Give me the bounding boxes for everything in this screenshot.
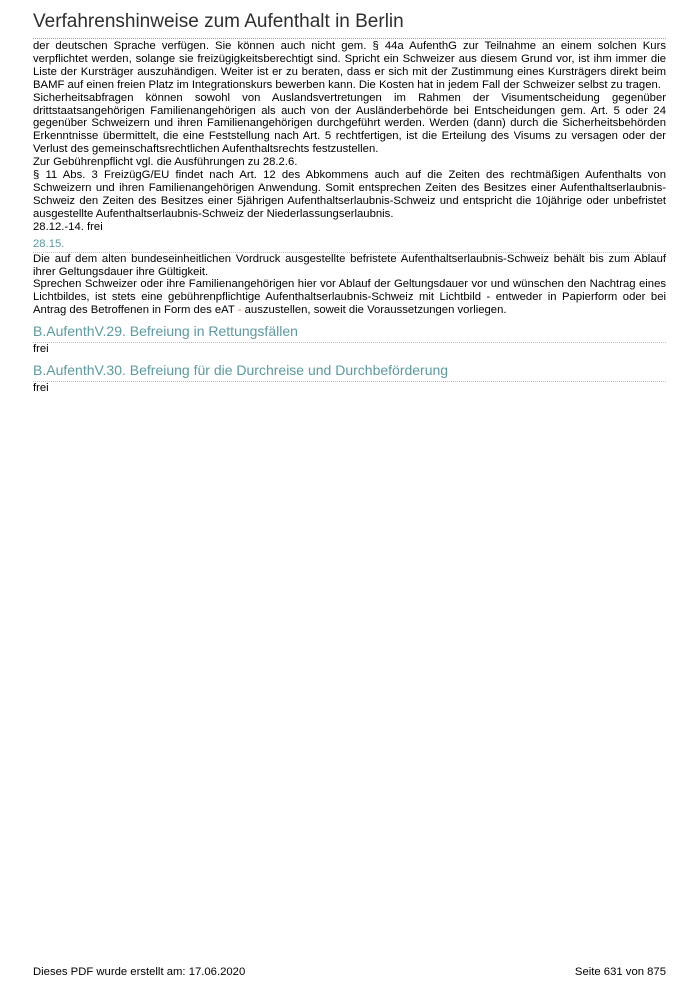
footer-page-number: Seite 631 von 875 [574, 966, 666, 978]
paragraph-free-12-14: 28.12.-14. frei [33, 220, 103, 233]
section-heading-30: B.AufenthV.30. Befreiung für die Durchreise und Durchbeförderung [33, 362, 666, 382]
paragraph-residence-periods: § 11 Abs. 3 FreizügG/EU findet nach Art. 12 des Abkommens auch auf die Zeiten des rechtmäßigen Aufenthalts von Schweizern und ihren Familienangehörigen Anwendung. Somit entsprechen Zeiten des Besitzes einer Aufenthaltserlaubnis-Schweiz den Zeiten des Besitzes einer 5jährigen Aufenthaltserlaubnis-Schweiz und entspricht die 10jährige oder unbefristet ausgestellte Aufenthaltserlaubnis-Schweiz der Niederlassungserlaubnis. [33, 169, 666, 220]
paragraph-fee-reference: Zur Gebührenpflicht vgl. die Ausführungen zu 28.2.6. [33, 156, 298, 169]
paragraph-photo-addition-start: Sprechen Schweizer oder ihre Familienangehörigen hier vor Ablauf der Geltungsdauer vor und wünschen den Nachtrag eines Lichtbildes, ist stets eine gebührenpflichtige Aufenthaltserlaubnis-Schweiz mit Lichtbild - entweder in Papierform oder bei Antrag des Betroffenen in Form des eAT [33, 278, 666, 317]
section-29-text: frei [33, 343, 49, 356]
section-heading-29: B.AufenthV.29. Befreiung in Rettungsfällen [33, 323, 666, 343]
paragraph-photo-addition [33, 278, 666, 317]
page-title: Verfahrenshinweise zum Aufenthalt in Berlin [33, 11, 404, 32]
paragraph-old-form-validity: Die auf dem alten bundeseinheitlichen Vordruck ausgestellte befristete Aufenthaltserlaubnis-Schweiz behält bis zum Ablauf ihrer Geltungsdauer ihre Gültigkeit. [33, 252, 666, 278]
paragraph-photo-addition-end: auszustellen, soweit die Voraussetzungen vorliegen. [241, 304, 507, 317]
dash-mark: - [237, 304, 242, 317]
section-30-text: frei [33, 382, 49, 395]
paragraph-security-checks: Sicherheitsabfragen können sowohl von Auslandsvertretungen im Rahmen der Visumentscheidung gegenüber drittstaatsangehörigen Familienangehörigen als auch von der Ausländerbehörde bei Entscheidungen gem. Art. 5 oder 24 gegenüber Schweizern und ihren Familienangehörigen durchgeführt werden. Werden (dann) durch die Sicherheitsbehörden Erkenntnisse übermittelt, die eine Feststellung nach Art. 5 rechtfertigen, ist die Erteilung des Visums zu versagen oder der Verlust des gemeinschaftsrechtlichen Aufenthaltsrechts festzustellen. [33, 91, 666, 156]
subheading-28-15: 28.15. [33, 238, 666, 253]
document-content [33, 40, 666, 395]
paragraph-integration-course: der deutschen Sprache verfügen. Sie können auch nicht gem. § 44a AufenthG zur Teilnahme an einem solchen Kurs verpflichtet werden, solange sie freizügigkeitsberechtigt sind. Spricht ein Schweizer aus diesem Grund vor, ist ihm immer die Liste der Kursträger auszuhändigen. Weiter ist er zu beraten, dass er sich mit der Zustimmung eines Kursträgers direkt beim BAMF auf einen freien Platz im Integrationskurs bewerben kann. Die Kosten hat in jedem Fall der Schweizer selbst zu tragen. [33, 40, 666, 91]
page-header [33, 10, 666, 39]
footer-created-date: Dieses PDF wurde erstellt am: 17.06.2020 [33, 966, 246, 978]
